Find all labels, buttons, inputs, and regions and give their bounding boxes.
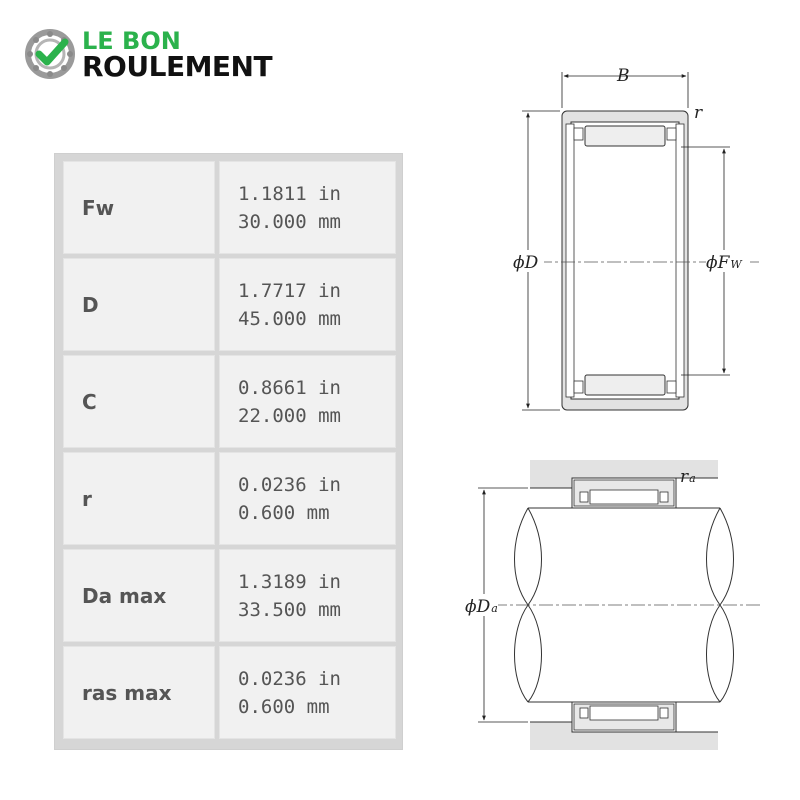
da-diameter-label: ϕDa [465, 597, 498, 617]
spec-value-mm: 22.000 mm [238, 404, 341, 427]
brand-name-line1: LE BON [82, 27, 181, 55]
spec-label: ras max [82, 680, 172, 705]
fw-diameter-label: ϕFW [706, 253, 742, 273]
radius-label: r [694, 103, 703, 123]
spec-label: r [82, 486, 92, 511]
spec-value-inch: 0.8661 in [238, 376, 341, 399]
bearing-section-view [512, 66, 760, 410]
spec-value-inch: 0.0236 in [238, 667, 341, 690]
spec-label: Fw [82, 195, 115, 220]
spec-value-inch: 1.1811 in [238, 182, 341, 205]
spec-value-mm: 45.000 mm [238, 307, 341, 330]
width-dimension-label: B [617, 66, 630, 86]
spec-label: D [82, 292, 99, 317]
spec-value-mm: 33.500 mm [238, 598, 341, 621]
spec-value-mm: 0.600 mm [238, 501, 330, 524]
spec-value-mm: 30.000 mm [238, 210, 341, 233]
spec-value-inch: 0.0236 in [238, 473, 341, 496]
mounting-view [464, 460, 760, 750]
mount-radius-label: ra [680, 467, 696, 487]
spec-label: C [82, 389, 97, 414]
spec-label: Da max [82, 583, 167, 608]
outer-diameter-label: ϕD [513, 253, 539, 273]
spec-value-mm: 0.600 mm [238, 695, 330, 718]
brand-name-line2: ROULEMENT [82, 50, 273, 83]
spec-value-inch: 1.7717 in [238, 279, 341, 302]
spec-value-inch: 1.3189 in [238, 570, 341, 593]
